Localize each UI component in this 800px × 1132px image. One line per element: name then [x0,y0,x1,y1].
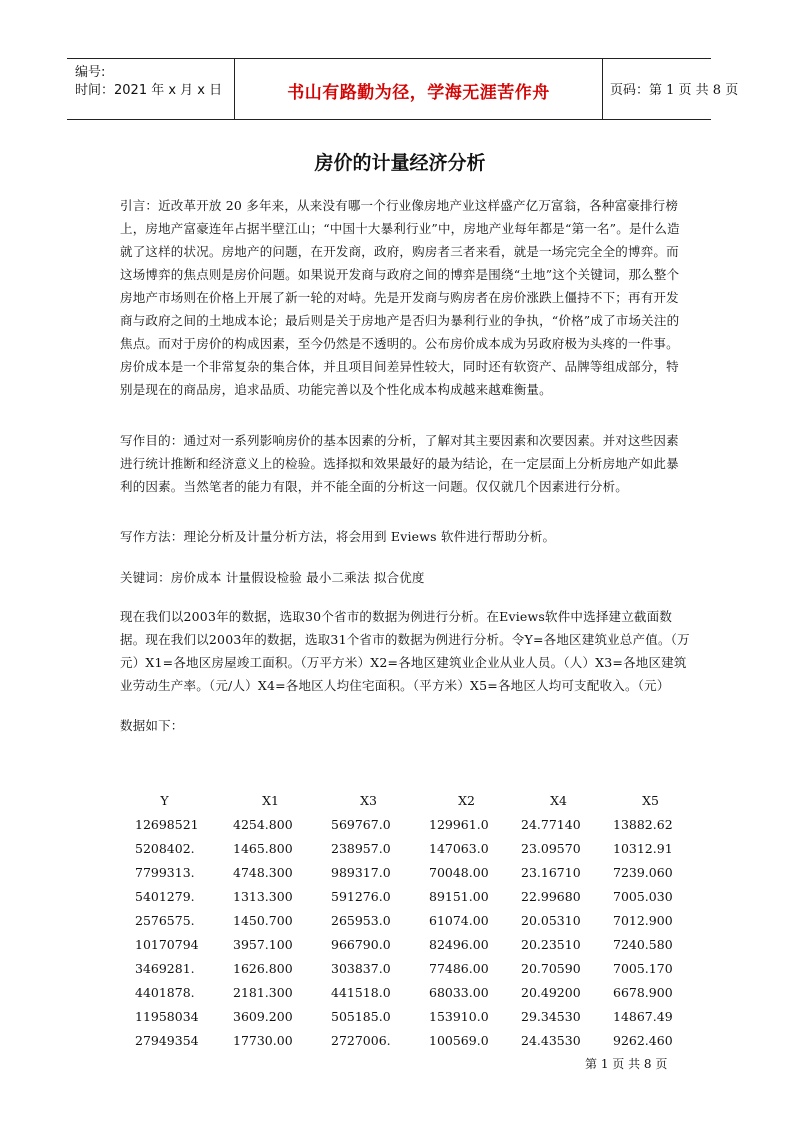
table-cell: 1450.700 [233,913,293,928]
table-header-row [135,793,675,817]
document-title: 房价的计量经济分析 [314,152,486,174]
table-row [135,865,675,889]
table-cell: 29.34530 [521,1009,581,1024]
table-cell: 265953.0 [331,913,391,928]
table-cell: 27949354 [135,1033,199,1048]
header-page-cell [602,59,739,119]
table-cell: 23.16710 [521,865,581,880]
table-cell: 4401878. [135,985,195,1000]
table-cell: 22.99680 [521,889,581,904]
table-row [135,937,675,961]
date-label: 时间：2021 年 x 月 x 日 [75,83,223,98]
intro-paragraph: 引言：近改革开放 20 多年来，从来没有哪一个行业像房地产业这样盛产亿万富翁，各种富豪排行榜上，房地产富豪连年占据半壁江山；“中国十大暴利行业”中，房地产业每年都是“第一名”。是什么造就了这样的状况。房地产的问题，在开发商，政府，购房者三者来看，就是一场完完全全的博弈。而这场博弈的焦点则是房价问题。如果说开发商与政府之间的博弈是围绕“土地”这个关键词，那么整个房地产市场则在价格上开展了新一轮的对峙。先是开发商与购房者在房价涨跌上僵持不下；再有开发商与政府之间的土地成本论；最后则是关于房地产是否归为暴利行业的争执，“价格”成了市场关注的焦点。而对于房价的构成因素，至今仍然是不透明的。公布房价成本成为另政府极为头疼的一件事。房价成本是一个非常复杂的集合体，并且项目间差异性较大，同时还有软资产、品牌等组成部分，特别是现在的商品房，追求品质、功能完善以及个性化成本构成越来越难衡量。 [120,198,680,397]
data-description-paragraph: 现在我们以2003年的数据，选取30个省市的数据为例进行分析。在Eviews软件中选择建立截面数据。现在我们以2003年的数据，选取31个省市的数据为例进行分析。令Y=各地区建筑业总产值。（万元）X1=各地区房屋竣工面积。（万平方米）X2=各地区建筑业企业从业人员。（人）X3=各地区建筑业劳动生产率。（元/人）X4=各地区人均住宅面积。（平方米）X5=各地区人均可支配收入。（元） [120,609,690,693]
keywords-paragraph: 关键词：房价成本 计量假设检验 最小二乘法 拟合优度 [120,570,425,585]
column-header: X3 [360,793,377,808]
table-cell: 10312.91 [613,841,673,856]
table-cell: 303837.0 [331,961,391,976]
page-footer: 第 1 页 共 8 页 [585,1057,668,1071]
table-cell: 70048.00 [429,865,489,880]
table-cell: 82496.00 [429,937,489,952]
table-row [135,913,675,937]
header-motto-cell [234,59,603,119]
table-cell: 2727006. [331,1033,391,1048]
column-header: Y [160,793,169,808]
column-header: X2 [458,793,475,808]
table-cell: 7239.060 [613,865,673,880]
table-row [135,985,675,1009]
header-info-cell [67,59,234,119]
table-cell: 5401279. [135,889,195,904]
table-cell: 7240.580 [613,937,673,952]
table-cell: 2576575. [135,913,195,928]
table-body [135,817,675,1057]
table-cell: 23.09570 [521,841,581,856]
table-cell: 3957.100 [233,937,293,952]
table-cell: 9262.460 [613,1033,673,1048]
table-cell: 12698521 [135,817,199,832]
purpose-paragraph: 写作目的：通过对一系列影响房价的基本因素的分析，了解对其主要因素和次要因素。并对这些因素进行统计推断和经济意义上的检验。选择拟和效果最好的最为结论，在一定层面上分析房地产如此暴利的因素。当然笔者的能力有限，并不能全面的分析这一问题。仅仅就几个因素进行分析。 [120,433,679,494]
method-paragraph: 写作方法：理论分析及计量分析方法，将会用到 Eviews 软件进行帮助分析。 [120,529,556,544]
table-cell: 238957.0 [331,841,391,856]
table-cell: 24.77140 [521,817,581,832]
table-cell: 4254.800 [233,817,293,832]
table-cell: 7012.900 [613,913,673,928]
table-cell: 3469281. [135,961,195,976]
table-row [135,1009,675,1033]
table-cell: 10170794 [135,937,199,952]
table-row [135,1033,675,1057]
table-cell: 591276.0 [331,889,391,904]
table-row [135,889,675,913]
table-cell: 68033.00 [429,985,489,1000]
table-row [135,961,675,985]
table-cell: 4748.300 [233,865,293,880]
data-follows-label: 数据如下： [120,718,184,733]
table-cell: 1626.800 [233,961,293,976]
header-table [67,58,739,120]
table-cell: 13882.62 [613,817,673,832]
table-cell: 6678.900 [613,985,673,1000]
table-cell: 569767.0 [331,817,391,832]
table-cell: 1465.800 [233,841,293,856]
table-cell: 129961.0 [429,817,489,832]
table-cell: 100569.0 [429,1033,489,1048]
table-cell: 17730.00 [233,1033,293,1048]
table-row [135,841,675,865]
table-cell: 989317.0 [331,865,391,880]
page-number-label: 页码：第 1 页 共 8 页 [610,83,739,98]
table-cell: 7005.170 [613,961,673,976]
column-header: X5 [642,793,659,808]
table-cell: 89151.00 [429,889,489,904]
table-cell: 20.23510 [521,937,581,952]
table-cell: 147063.0 [429,841,489,856]
table-cell: 20.05310 [521,913,581,928]
data-table [135,793,675,1057]
table-cell: 77486.00 [429,961,489,976]
table-cell: 7005.030 [613,889,673,904]
table-cell: 153910.0 [429,1009,489,1024]
table-cell: 966790.0 [331,937,391,952]
table-cell: 2181.300 [233,985,293,1000]
table-cell: 24.43530 [521,1033,581,1048]
table-cell: 14867.49 [613,1009,673,1024]
table-cell: 505185.0 [331,1009,391,1024]
table-cell: 441518.0 [331,985,391,1000]
table-cell: 20.49200 [521,985,581,1000]
motto-text: 书山有路勤为径，学海无涯苦作舟 [287,83,550,103]
table-cell: 3609.200 [233,1009,293,1024]
table-row [135,817,675,841]
table-cell: 20.70590 [521,961,581,976]
column-header: X1 [262,793,279,808]
column-header: X4 [550,793,567,808]
table-cell: 11958034 [135,1009,199,1024]
table-cell: 61074.00 [429,913,489,928]
serial-number-label: 编号: [75,65,106,80]
table-cell: 7799313. [135,865,195,880]
table-cell: 1313.300 [233,889,293,904]
table-cell: 5208402. [135,841,195,856]
